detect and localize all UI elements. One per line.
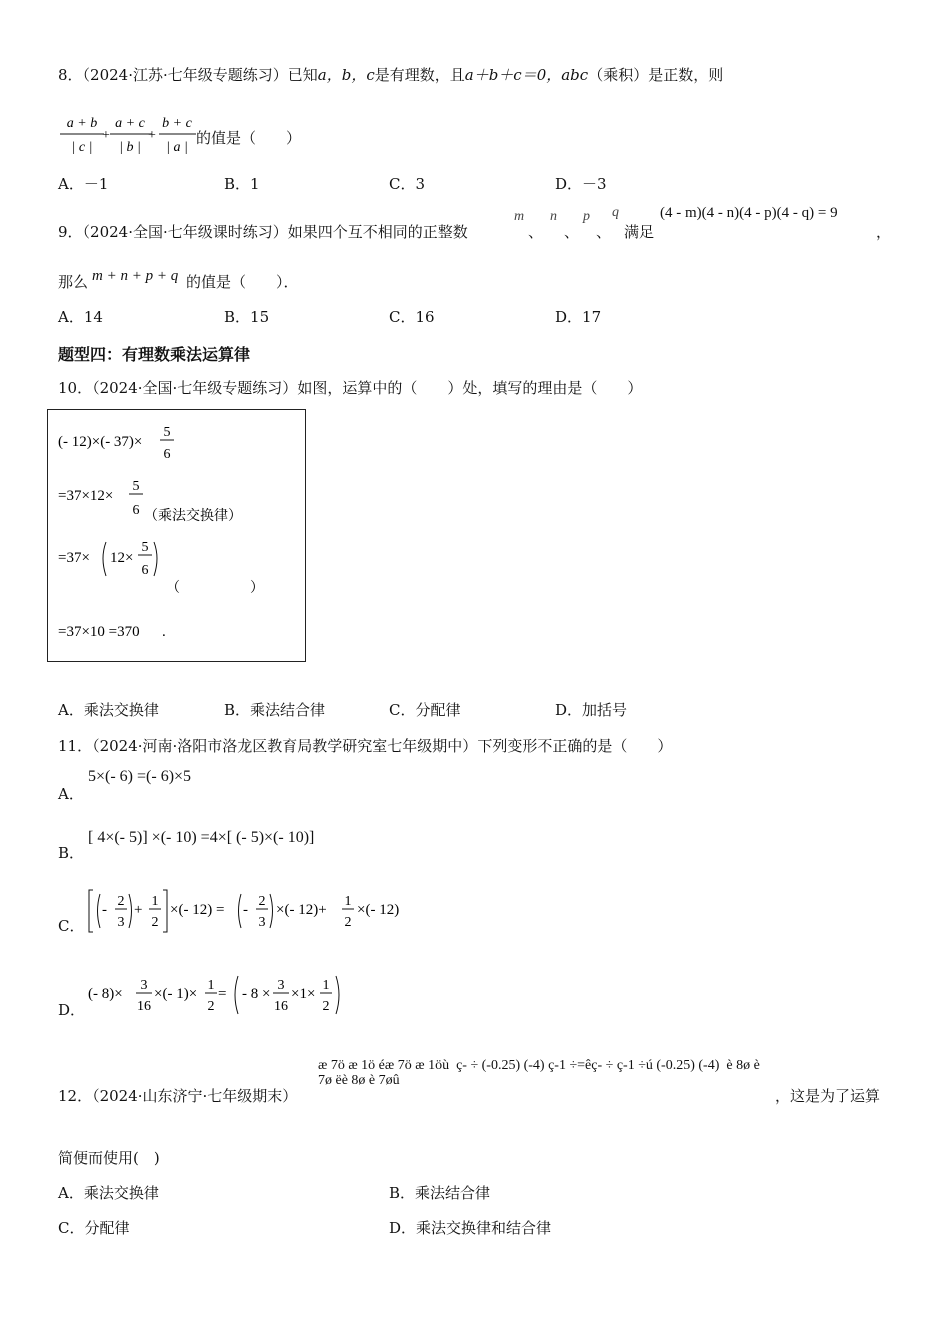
svg-text:3: 3 <box>140 978 148 993</box>
q10-stem: 10．（2024·全国·七年级专题练习）如图，运算中的（ ）处，填写的理由是（ ） <box>58 379 643 397</box>
svg-text:6: 6 <box>132 503 140 518</box>
q9-sep-2: 、 <box>564 223 580 241</box>
q12-option-b[interactable]: B．乘法结合律 <box>389 1184 491 1202</box>
svg-text:1: 1 <box>207 978 215 993</box>
svg-text:（ ）: （ ） <box>166 581 264 596</box>
svg-text:2: 2 <box>207 999 215 1014</box>
q12-garbled-equation: æ 7ö æ 1ö éæ 7ö æ 1öù ç- ÷ (-0.25) (-4) ç-1 ÷=êç- ÷ ç-1 ÷ú (-0.25) (-4) è 8ø è 7ø ëè 8ø è 7øû <box>318 1058 764 1088</box>
svg-text:(- 8)×: (- 8)× <box>88 986 123 1002</box>
q9-option-d[interactable]: D．17 <box>555 308 602 326</box>
svg-text:(- 12)×(- 37)×: (- 12)×(- 37)× <box>58 434 143 450</box>
q9-sep-3: 、 <box>596 223 612 241</box>
q12-stem: 12．（2024·山东济宁·七年级期末） <box>58 1087 298 1105</box>
svg-text:3: 3 <box>117 915 125 930</box>
q12-option-d[interactable]: D．乘法交换律和结合律 <box>389 1219 552 1237</box>
q9-comma: ， <box>876 223 892 241</box>
section-title: 题型四：有理数乘法运算律 <box>58 345 251 364</box>
q12-option-a[interactable]: A．乘法交换律 <box>58 1184 159 1202</box>
svg-text:2: 2 <box>117 894 125 909</box>
svg-text:16: 16 <box>274 999 288 1014</box>
svg-text:16: 16 <box>137 999 151 1014</box>
svg-text:=37×12×: =37×12× <box>58 488 114 504</box>
q11-option-d-expr[interactable] <box>86 970 346 1020</box>
q11-option-b-expr[interactable]: [ 4×(- 5)] ×(- 10) =4×[ (- 5)×(- 10)] <box>88 829 315 846</box>
svg-text:1: 1 <box>322 978 330 993</box>
q9-var-n: n <box>550 209 557 224</box>
svg-text:2: 2 <box>344 915 352 930</box>
svg-text:a + c: a + c <box>115 116 145 131</box>
q11-option-c-label[interactable]: C． <box>58 917 85 935</box>
q12-tail: ，这是为了运算 <box>775 1087 881 1105</box>
q9-equation: (4 - m)(4 - n)(4 - p)(4 - q) = 9 <box>660 205 838 221</box>
q8-tail: 的值是（ ） <box>196 129 302 147</box>
svg-text:×(- 12): ×(- 12) <box>357 902 400 918</box>
q11-option-c-expr[interactable] <box>86 886 416 936</box>
q11-option-b-label[interactable]: B． <box>58 844 85 862</box>
q9-line2-a: 那么 <box>58 273 89 291</box>
q9-line2-b: 的值是（ ）． <box>186 273 299 291</box>
svg-text:5: 5 <box>132 479 140 494</box>
svg-text:=37×: =37× <box>58 550 90 566</box>
svg-text:3: 3 <box>277 978 285 993</box>
svg-text:×(- 12)+: ×(- 12)+ <box>276 902 327 918</box>
svg-text:12×: 12× <box>110 550 134 566</box>
q9-stem-b: 满足 <box>624 223 655 241</box>
q9-sep-1: 、 <box>528 223 544 241</box>
svg-text:×(- 1)×: ×(- 1)× <box>154 986 198 1002</box>
svg-text:.: . <box>162 624 166 640</box>
q8-option-d[interactable]: D．－3 <box>555 175 607 193</box>
svg-text:a + b: a + b <box>66 116 98 131</box>
svg-text:6: 6 <box>163 447 171 462</box>
svg-text:=37×10 =370: =37×10 =370 <box>58 624 140 640</box>
svg-text:5: 5 <box>141 540 149 555</box>
q8-option-a[interactable]: A．－1 <box>58 175 109 193</box>
q9-option-c[interactable]: C．16 <box>389 308 435 326</box>
q10-option-c[interactable]: C．分配律 <box>389 701 461 719</box>
q9-var-p: p <box>583 209 590 224</box>
svg-text:×1×: ×1× <box>291 986 316 1002</box>
q8-option-b[interactable]: B．1 <box>224 175 260 193</box>
svg-text:-: - <box>102 902 107 918</box>
q10-calculation <box>56 418 296 650</box>
svg-text:1: 1 <box>151 894 159 909</box>
q8-option-c[interactable]: C．3 <box>389 175 426 193</box>
q9-option-a[interactable]: A．14 <box>58 308 103 326</box>
q11-stem: 11．（2024·河南·洛阳市洛龙区教育局教学研究室七年级期中）下列变形不正确的是（ ） <box>58 737 673 755</box>
q10-option-d[interactable]: D．加括号 <box>555 701 628 719</box>
svg-text:3: 3 <box>258 915 266 930</box>
svg-text:（乘法交换律）: （乘法交换律） <box>144 509 242 524</box>
q11-option-d-label[interactable]: D． <box>58 1001 86 1019</box>
svg-text:| b |: | b | <box>119 140 141 155</box>
svg-text:1: 1 <box>344 894 352 909</box>
svg-text:| a |: | a | <box>166 140 188 155</box>
svg-text:+: + <box>102 128 110 143</box>
svg-text:+: + <box>148 128 156 143</box>
svg-text:-: - <box>243 902 248 918</box>
svg-text:| c |: | c | <box>71 140 93 155</box>
svg-text:2: 2 <box>258 894 266 909</box>
q9-option-b[interactable]: B．15 <box>224 308 270 326</box>
svg-text:- 8 ×: - 8 × <box>242 986 271 1002</box>
q8-stem: 8．（2024·江苏·七年级专题练习）已知a，b，c是有理数，且a＋b＋c＝0，abc（乘积）是正数，则 <box>58 66 724 84</box>
q9-var-q: q <box>612 205 619 220</box>
q9-var-m: m <box>514 209 525 224</box>
svg-text:5: 5 <box>163 425 171 440</box>
svg-text:+: + <box>134 902 143 918</box>
q8-fraction-expression <box>58 112 198 158</box>
q11-option-a-label[interactable]: A． <box>58 785 84 803</box>
q9-sum: m + n + p + q <box>92 268 179 284</box>
svg-text:b + c: b + c <box>162 116 192 131</box>
svg-text:×(- 12) =: ×(- 12) = <box>170 902 225 918</box>
q11-option-a-expr[interactable]: 5×(- 6) =(- 6)×5 <box>88 768 192 785</box>
q10-option-b[interactable]: B．乘法结合律 <box>224 701 326 719</box>
q9-stem: 9．（2024·全国·七年级课时练习）如果四个互不相同的正整数 <box>58 223 468 241</box>
q12-option-c[interactable]: C．分配律 <box>58 1219 130 1237</box>
svg-text:2: 2 <box>322 999 330 1014</box>
svg-text:2: 2 <box>151 915 159 930</box>
svg-text:6: 6 <box>141 563 149 578</box>
svg-text:=: = <box>218 986 227 1002</box>
q12-line2: 简便而使用( ) <box>58 1149 160 1167</box>
q10-option-a[interactable]: A．乘法交换律 <box>58 701 159 719</box>
